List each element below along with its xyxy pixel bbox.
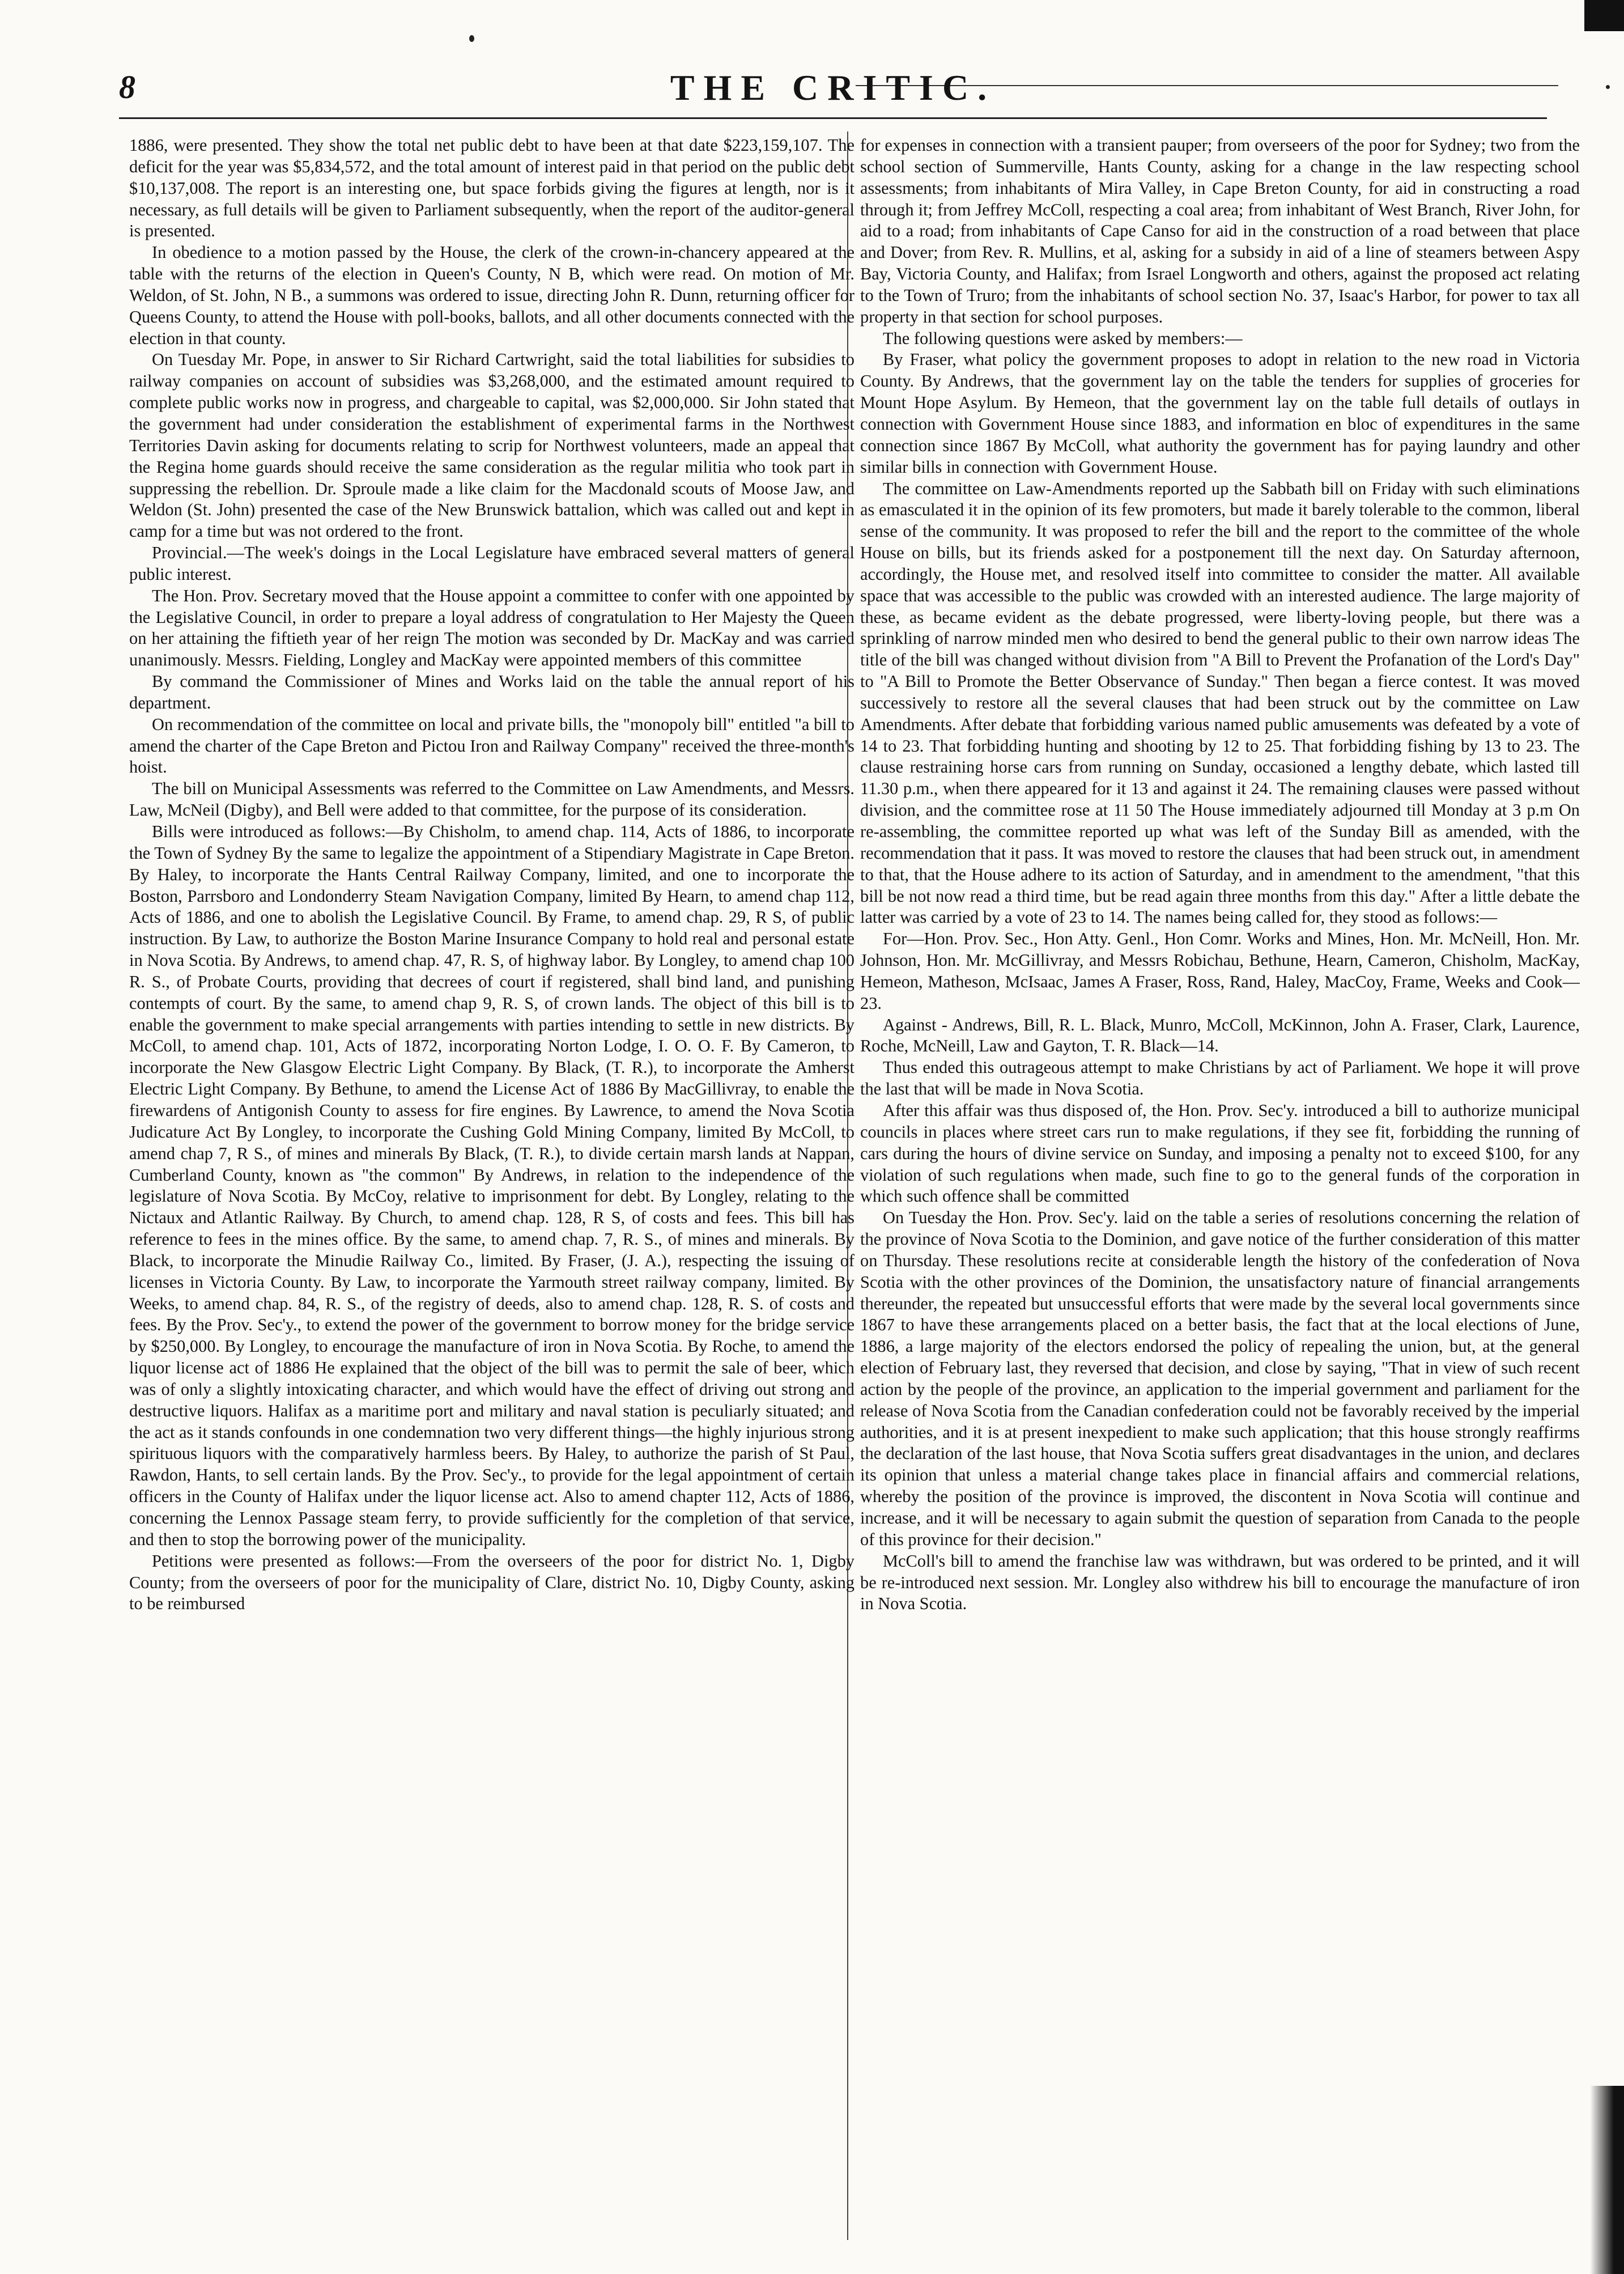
article-paragraph: The committee on Law-Amendments reported up the Sabbath bill on Friday with such eliminations as emasculated it in the opinion of its few promoters, but made it barely tolerable to the common, liberal sense of the community. It was proposed to refer the bill and the report to the committee of the whole House on bills, but its friends asked for a postponement till the next day. On Saturday afternoon, accordingly, the House met, and resolved itself into committee to consider the matter. All available space that was accessible to the public was crowded with an interested audience. The large majority of these, as became evident as the debate progressed, were liberty-loving people, but there was a sprinkling of narrow minded men who desired to bend the general public to their own narrow ideas The title of the bill was changed without division from "A Bill to Prevent the Profanation of the Lord's Day" to "A Bill to Promote the Better Observance of Sunday." Then began a fierce contest. It was moved successively to restore all the several clauses that had been struck out by the committee on Law Amendments. After debate that forbidding various named public amusements was defeated by a vote of 14 to 23. That forbidding hunting and shooting by 12 to 25. That forbidding fishing by 13 to 23. The clause restraining horse cars from running on Sunday, occasioned a lengthy debate, which lasted till 11.30 p.m., when there appeared for it 13 and against it 24. The remaining clauses were passed without division, and the committee rose at 11 50 The House immediately adjourned till Monday at 3 p.m On re-assembling, the committee reported up what was left of the Sunday Bill as amended, with the recommendation that it pass. It was moved to restore the clauses that had been struck out, in amendment to that, that the House adhere to its action of Saturday, and in amendment to the amendment, "that this bill be not now read a third time, but be read again three months from this day." After a little debate the latter was carried by a vote of 23 to 14. The names being called for, they stood as follows:— (860, 478, 1580, 927)
article-paragraph: On Tuesday the Hon. Prov. Sec'y. laid on the table a series of resolutions concerning the relation of the province of Nova Scotia to the Dominion, and gave notice of the further consideration of this matter on Thursday. These resolutions recite at considerable length the history of the confederation of Nova Scotia with the other provinces of the Dominion, the unsatisfactory nature of financial arrangements thereunder, the repeated but unsuccessful efforts that were made by the several local governments since 1867 to have these arrangements placed on a better basis, the fact that at the local elections of June, 1886, a large majority of the electors endorsed the policy of repealing the union, but, at the general election of February last, they reversed that decision, and close by saying, "That in view of such recent action by the people of the province, an application to the imperial government and parliament for the release of Nova Scotia from the Canadian confederation could not be favorably received by the imperial authorities, and it is at present inexpedient to make such application; that this house strongly reaffirms the declaration of the last house, that Nova Scotia suffers great disadvantages in the union, and declares its opinion that unless a material change takes place in financial affairs and commercial relations, whereby the position of the province is improved, the discontent in Nova Scotia will continue and increase, and it will be necessary to again submit the question of separation from Canada to the people of this province for their decision." (860, 1208, 1580, 1549)
article-paragraph: On recommendation of the committee on local and private bills, the "monopoly bill" entitled "a bill to amend the charter of the Cape Breton and Pictou Iron and Railway Company" received the three-month's hoist. (129, 714, 854, 777)
article-paragraph: On Tuesday Mr. Pope, in answer to Sir Richard Cartwright, said the total liabilities for subsidies to railway companies on account of subsidies was $3,268,000, and the estimated amount required to complete public works now in progress, and chargeable to capital, was $2,000,000. Sir John stated that the government had under consideration the establishment of experimental farms in the Northwest Territories Davin asking for documents relating to scrip for Northwest volunteers, made an appeal that the Regina home guards should receive the same consideration as the regular militia who took part in suppressing the rebellion. Dr. Sproule made a like claim for the Macdonald scouts of Moose Jaw, and Weldon (St. John) presented the case of the New Brunswick battalion, which was called out and kept in camp for a time but was not ordered to the front. (129, 350, 854, 541)
article-paragraph: After this affair was thus disposed of, the Hon. Prov. Sec'y. introduced a bill to authorize municipal councils in places where street cars run to make regulations, if they see fit, forbidding the running of cars during the hours of divine service on Sunday, and imposing a penalty not to exceed $100, for any violation of such regulations when made, such fine to go to the general funds of the corporation in which such offence shall be committed (860, 1100, 1580, 1206)
page-header (119, 57, 1547, 119)
page-number: 8 (119, 69, 135, 105)
right-column (860, 135, 1580, 2255)
article-paragraph: The bill on Municipal Assessments was referred to the Committee on Law Amendments, and Messrs. Law, McNeil (Digby), and Bell were added to that committee, for the purpose of its consideration. (129, 779, 854, 820)
section-paragraph-provincial: Provincial.—The week's doings in the Local Legislature have embraced several matters of general public interest. (129, 543, 854, 584)
article-paragraph: The following questions were asked by members:— (883, 328, 1243, 348)
ink-speck (1606, 85, 1610, 89)
article-paragraph: In obedience to a motion passed by the House, the clerk of the crown-in-chancery appeared at the table with the returns of the election in Queen's County, N B, which were read. On motion of Mr. Weldon, of St. John, N B., a summons was ordered to issue, directing John R. Dunn, returning officer for Queens County, to attend the House with poll-books, ballots, and all other documents connected with the election in that county. (129, 243, 854, 348)
article-paragraph: Bills were introduced as follows:—By Chisholm, to amend chap. 114, Acts of 1886, to incorporate the Town of Sydney By the same to legalize the appointment of a Stipendiary Magistrate in Cape Breton. By Haley, to incorporate the Hants Central Railway Company, limited, and one to incorporate the Boston, Parrsboro and Londonderry Steam Navigation Company, limited By Hearn, to amend chap 112, Acts of 1886, and one to abolish the Legislative Council. By Frame, to amend chap. 29, R S, of public instruction. By Law, to authorize the Boston Marine Insurance Company to hold real and personal estate in Nova Scotia. By Andrews, to amend chap. 47, R. S, of highway labor. By Longley, to amend chap 100 R. S., of Probate Courts, providing that decrees of court if registered, shall bind land, and punishing contempts of court. By the same, to amend chap 9, R. S, of crown lands. The object of this bill is to enable the government to make special arrangements with parties intending to settle in new districts. By McColl, to amend chap. 101, Acts of 1872, incorporating Norton Lodge, I. O. O. F. By Cameron, to incorporate the New Glasgow Electric Light Company. By Black, (T. R.), to incorporate the Amherst Electric Light Company. By Bethune, to amend the License Act of 1886 By MacGillivray, to enable the firewardens of Antigonish County to assess for fire engines. By Lawrence, to amend the Nova Scotia Judicature Act By Longley, to incorporate the Cushing Gold Mining Company, limited By McColl, to amend chap 7, R S., of mines and minerals By Black, (T. R.), to divide certain marsh lands at Nappan, Cumberland County, known as "the common" By Andrews, in relation to the independence of the legislature of Nova Scotia. By McCoy, relative to imprisonment for debt. By Longley, relating to the Nictaux and Atlantic Railway. By Church, to amend chap. 128, R S, of costs and fees. This bill has reference to fees in the mines office. By the same, to amend chap. 7, R. S., of mines and minerals. By Black, to incorporate the Minudie Railway Co., limited. By Fraser, (J. A.), respecting the issuing of licenses in Victoria County. By Law, to incorporate the Yarmouth street railway company, limited. By Weeks, to amend chap. 84, R. S., of the registry of deeds, also to amend chap. 128, R. S. of costs and fees. By the Prov. Sec'y., to extend the power of the government to borrow money for the bridge service by $250,000. By Longley, to encourage the manufacture of iron in Nova Scotia. By Roche, to amend the liquor license act of 1886 He explained that the object of the bill was to permit the sale of beer, which was of only a slightly intoxicating character, and which would have the effect of driving out strong and destructive liquors. Halifax as a maritime port and military and naval station is peculiarly situated; and the act as it stands confounds in one condemnation two very different things—the highly injurious strong spirituous liquors with the comparatively harmless beers. By Haley, to authorize the parish of St Paul, Rawdon, Hants, to sell certain lands. By the Prov. Sec'y., to provide for the legal appointment of certain officers in the County of Halifax under the liquor license act. Also to amend chapter 112, Acts of 1886, concerning the Lennox Passage steam ferry, to provide sufficiently for the completion of that service, and then to stop the borrowing power of the municipality. (129, 822, 854, 1549)
masthead-title: THE CRITIC. (670, 67, 996, 108)
article-paragraph: for expenses in connection with a transient pauper; from overseers of the poor for Sydney; two from the school section of Summerville, Hants County, asking for a change in the law respecting school assessments; from inhabitants of Mira Valley, in Cape Breton County, for aid in constructing a road through it; from Jeffrey McColl, respecting a coal area; from inhabitant of West Branch, River John, for aid to a road; from inhabitants of Cape Canso for aid in the construction of a road between that place and Dover; from Rev. R. Mullins, et al, asking for a subsidy in aid of a line of steamers between Aspy Bay, Victoria County, and Halifax; from Israel Longworth and others, against the proposed act relating to the Town of Truro; from the inhabitants of school section No. 37, Isaac's Harbor, for power to tax all property in that section for school purposes. (860, 135, 1580, 326)
header-rule (119, 117, 1547, 119)
vote-for-list: For—Hon. Prov. Sec., Hon Atty. Genl., Hon Comr. Works and Mines, Hon. Mr. McNeill, Hon. Mr. Johnson, Hon. Mr. McGillivray, and Messrs Robichau, Bethune, Hearn, Cameron, Chisholm, MacKay, Hemeon, Matheson, McIsaac, James A Fraser, Ross, Rand, Haley, MacCoy, Frame, Weeks and Cook—23. (860, 929, 1580, 1013)
article-paragraph: 1886, were presented. They show the total net public debt to have been at that date $223,159,107. The deficit for the year was $5,834,572, and the total amount of interest paid in that period on the public debt $10,137,008. The report is an interesting one, but space forbids giving the figures at length, nor is it necessary, as full details will be given to Parliament subsequently, when the report of the auditor-general is presented. (129, 135, 854, 241)
article-paragraph: By Fraser, what policy the government proposes to adopt in relation to the new road in Victoria County. By Andrews, that the government lay on the table the tenders for supplies of groceries for Mount Hope Asylum. By Hemeon, that the government lay on the table full details of outlays in connection with Government House since 1883, and information en bloc of expenditures in the same connection since 1867 By McColl, what authority the government has for paying laundry and other similar bills in connection with Government House. (860, 350, 1580, 477)
scan-edge-shadow (1590, 2086, 1624, 2274)
article-paragraph: Petitions were presented as follows:—From the overseers of the poor for district No. 1, Digby County; from the overseers of poor for the municipality of Clare, district No. 10, Digby County, asking to be reimbursed (129, 1551, 854, 1614)
corner-tape-mark (1584, 0, 1624, 31)
left-column (129, 135, 854, 2255)
vote-against-list: Against - Andrews, Bill, R. L. Black, Munro, McColl, McKinnon, John A. Fraser, Clark, Laurence, Roche, McNeill, Law and Gayton, T. R. Black—14. (860, 1015, 1580, 1056)
ink-speck (469, 35, 474, 42)
article-paragraph: McColl's bill to amend the franchise law was withdrawn, but was ordered to be printed, and it will be re-introduced next session. Mr. Longley also withdrew his bill to encourage the manufacture of iron in Nova Scotia. (860, 1551, 1580, 1614)
article-paragraph: The Hon. Prov. Secretary moved that the House appoint a committee to confer with one appointed by the Legislative Council, in order to prepare a loyal address of congratulation to Her Majesty the Queen on her attaining the fiftieth year of her reign The motion was seconded by Dr. MacKay and was carried unanimously. Messrs. Fielding, Longley and MacKay were appointed members of this committee (129, 586, 854, 670)
article-paragraph: By command the Commissioner of Mines and Works laid on the table the annual report of his department. (129, 672, 854, 712)
article-paragraph: Thus ended this outrageous attempt to make Christians by act of Parliament. We hope it will prove the last that will be made in Nova Scotia. (860, 1058, 1580, 1099)
